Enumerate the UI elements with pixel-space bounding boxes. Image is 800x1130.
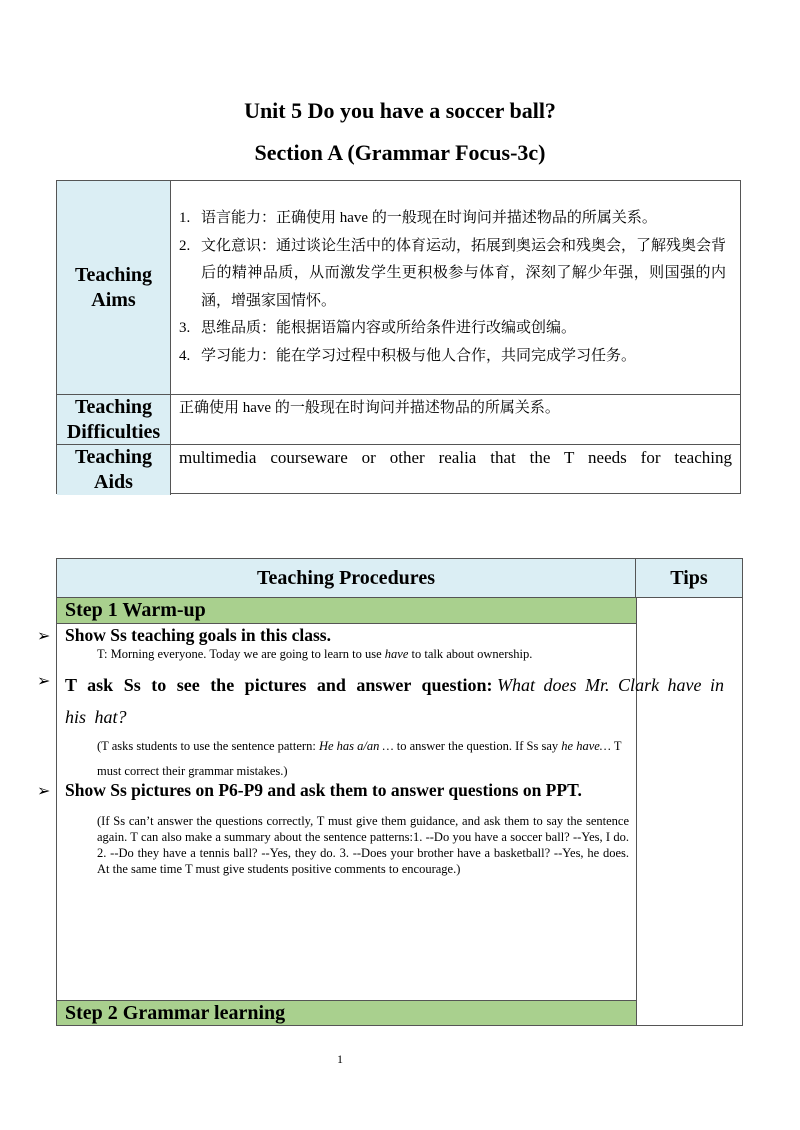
difficulties-header-line2: Difficulties bbox=[66, 420, 161, 443]
procedures-header-row bbox=[57, 559, 742, 598]
note-italic: have bbox=[384, 647, 409, 661]
arrow-bullet-icon: ➢ bbox=[37, 671, 51, 690]
aim-number: 4. bbox=[179, 347, 191, 364]
aims-header-line2: Aims bbox=[91, 288, 136, 311]
aim-number: 3. bbox=[179, 320, 191, 336]
aims-header-cell bbox=[57, 181, 171, 394]
difficulties-row bbox=[57, 395, 740, 445]
document-subtitle: Section A (Grammar Focus-3c) bbox=[254, 140, 546, 165]
aim-text: 语言能力：正确使用 have 的一般现在时询问并描述物品的所属关系。 bbox=[201, 210, 657, 226]
difficulties-content: 正确使用 have 的一般现在时询问并描述物品的所属关系。 bbox=[179, 400, 560, 416]
aims-header-line1: Teaching bbox=[74, 263, 153, 286]
note-italic: He has a/an … bbox=[318, 739, 394, 753]
note-italic: he have… bbox=[561, 739, 611, 753]
difficulties-header-cell bbox=[57, 395, 171, 444]
procedures-header: Teaching Procedures bbox=[57, 559, 636, 597]
aids-header-line2: Aids bbox=[94, 471, 133, 493]
note-text: T must correct their grammar mistakes.) bbox=[97, 739, 622, 778]
note-text: to answer the question. If Ss say bbox=[393, 739, 562, 753]
note-text: to talk about ownership. bbox=[408, 647, 533, 661]
procedure-item-1: Show Ss teaching goals in this class. bbox=[65, 625, 331, 645]
arrow-bullet-icon: ➢ bbox=[37, 626, 51, 645]
page-number: 1 bbox=[337, 1052, 343, 1066]
aim-text: 学习能力：能在学习过程中积极与他人合作，共同完成学习任务。 bbox=[201, 347, 637, 364]
aids-content: multimedia courseware or other realia that the T needs for teaching bbox=[179, 448, 732, 467]
aids-row bbox=[57, 445, 740, 495]
aim-number: 1. bbox=[179, 210, 191, 226]
note-text: (T asks students to use the sentence pattern: bbox=[97, 739, 319, 753]
step-2-heading: Step 2 Grammar learning bbox=[57, 1000, 636, 1026]
aim-text: 文化意识：通过谈论生活中的体育运动，拓展到奥运会和残奥会，了解残奥会背后的精神品质，从而激发学生更积极参与体育，深刻了解少年强，则国强的内涵，增强家国情怀。 bbox=[201, 237, 727, 309]
note-text: T: Morning everyone. Today we are going to learn to use bbox=[97, 647, 385, 661]
aids-header-line1: Teaching bbox=[74, 446, 153, 468]
document-title: Unit 5 Do you have a soccer ball? bbox=[244, 98, 556, 123]
aim-item bbox=[179, 315, 726, 343]
procedure-item-1-note bbox=[97, 647, 532, 662]
step-1-heading: Step 1 Warm-up bbox=[57, 598, 636, 624]
aim-text: 思维品质：能根据语篇内容或所给条件进行改编或创编。 bbox=[201, 320, 577, 336]
procedure-item-3-note: (If Ss can’t answer the questions correctly, T must give them guidance, and ask them to say the sentence again. T can also make a summary about the sentence patterns:1. --Do you have a soccer ball? --Yes, I do. 2. --Do they have a tennis ball? --Yes, they do. 3. --Does your brother have a basketball? --Yes, he does. At the same time T must give students positive comments to encourage.) bbox=[97, 814, 629, 876]
tips-column bbox=[636, 598, 742, 1025]
procedure-item-2 bbox=[65, 669, 736, 733]
tips-header: Tips bbox=[670, 566, 708, 589]
teaching-aims-table bbox=[56, 180, 741, 494]
item-2-bold: T ask Ss to see the pictures and answer question: bbox=[65, 675, 493, 695]
aims-row bbox=[57, 181, 740, 395]
teaching-procedures-table bbox=[37, 558, 743, 1026]
procedure-item-3: Show Ss pictures on P6-P9 and ask them to answer questions on PPT. bbox=[65, 780, 582, 800]
aim-item bbox=[179, 343, 726, 371]
arrow-bullet-icon: ➢ bbox=[37, 781, 51, 800]
aims-content-cell bbox=[171, 181, 740, 394]
aim-item bbox=[179, 233, 726, 316]
difficulties-header-line1: Teaching bbox=[74, 395, 153, 418]
procedure-item-2-note bbox=[97, 734, 627, 784]
aim-number: 2. bbox=[179, 237, 191, 254]
aim-item bbox=[179, 205, 726, 233]
item-2-question: What does Mr. Clark have in his hat? bbox=[65, 675, 725, 727]
aids-header-cell bbox=[57, 445, 171, 495]
aims-list bbox=[179, 181, 732, 370]
